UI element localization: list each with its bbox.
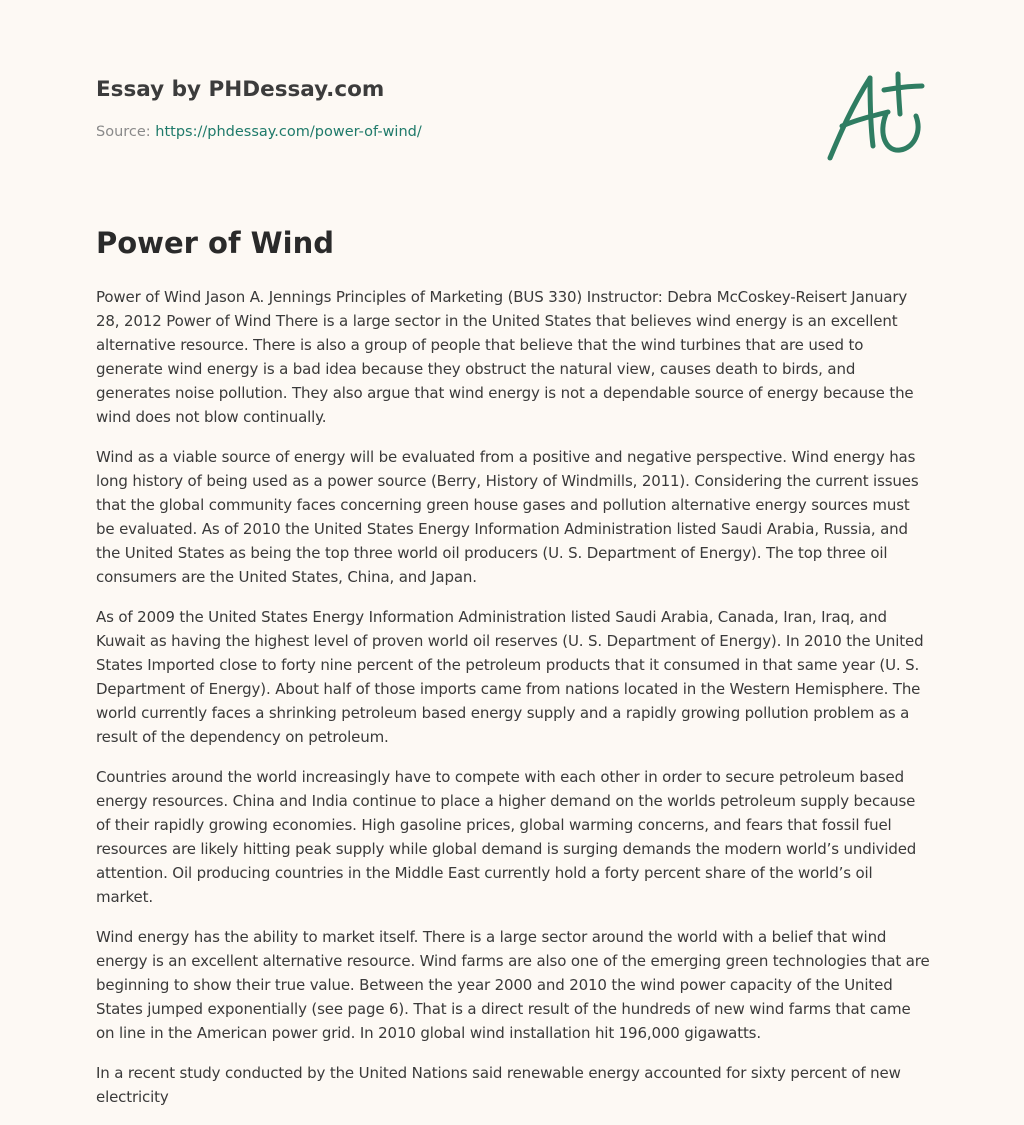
essay-title: Power of Wind — [96, 226, 335, 260]
essay-paragraph: Wind energy has the ability to market itself. There is a large sector around the world with a belief that wind energy is an excellent alternative resource. Wind farms are also one of the emerging green technologies that are beginning to show their true value. Between the year 2000 and 2010 the wind power capacity of the United States jumped exponentially (see page 6). That is a direct result of the hundreds of new wind farms that came on line in the American power grid. In 2010 global wind installation hit 196,000 gigawatts. — [96, 928, 930, 1042]
essay-paragraph: As of 2009 the United States Energy Information Administration listed Saudi Arabia, Canada, Iran, Iraq, and Kuwait as having the highest level of proven world oil reserves (U. S. Department of Energy). In 2010 the United States Imported close to forty nine percent of the petroleum products that it consumed in that same year (U. S. Department of Energy). About half of those imports came from nations located in the Western Hemisphere. The world currently faces a shrinking petroleum based energy supply and a rapidly growing pollution problem as a result of the dependency on petroleum. — [96, 608, 924, 746]
source-link[interactable]: https://phdessay.com/power-of-wind/ — [155, 124, 422, 140]
site-brand: Essay by PHDessay.com — [96, 77, 385, 102]
essay-body — [96, 285, 932, 1125]
essay-paragraph: In a recent study conducted by the United Nations said renewable energy accounted for sixty percent of new electricity — [96, 1064, 901, 1106]
essay-paragraph: Wind as a viable source of energy will be evaluated from a positive and negative perspective. Wind energy has long history of being used as a power source (Berry, History of Windmills, 2011). Considering the current issues that the global community faces concerning green house gases and pollution alternative energy sources must be evaluated. As of 2010 the United States Energy Information Administration listed Saudi Arabia, Russia, and the United States as being the top three world oil producers (U. S. Department of Energy). The top three oil consumers are the United States, China, and Japan. — [96, 448, 919, 586]
source-line — [96, 124, 422, 140]
a-plus-grade-icon — [826, 68, 926, 164]
source-label: Source: — [96, 124, 156, 140]
essay-paragraph: Power of Wind Jason A. Jennings Principles of Marketing (BUS 330) Instructor: Debra McCoskey-Reisert January 28, 2012 Power of Wind There is a large sector in the United States that believes wind energy is an excellent alternative resource. There is also a group of people that believe that the wind turbines that are used to generate wind energy is a bad idea because they obstruct the natural view, causes death to birds, and generates noise pollution. They also argue that wind energy is not a dependable source of energy because the wind does not blow continually. — [96, 288, 914, 426]
essay-paragraph: Countries around the world increasingly have to compete with each other in order to secure petroleum based energy resources. China and India continue to place a higher demand on the worlds petroleum supply because of their rapidly growing economies. High gasoline prices, global warming concerns, and fears that fossil fuel resources are likely hitting peak supply while global demand is surging demands the modern world’s undivided attention. Oil producing countries in the Middle East currently hold a forty percent share of the world’s oil market. — [96, 768, 917, 906]
